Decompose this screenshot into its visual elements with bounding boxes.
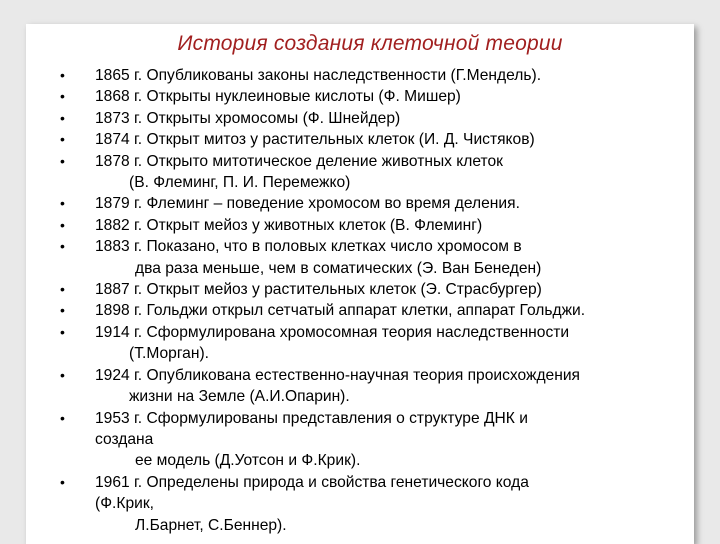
list-item-continuation: два раза меньше, чем в соматических (Э. Ван Бенеден) [135, 259, 542, 277]
list-item-1887 [26, 279, 694, 300]
list-item-text: 1873 г. Открыты хромосомы (Ф. Шнейдер) [95, 109, 401, 127]
list-item-1879 [26, 193, 694, 214]
list-item-continuation: ее модель (Д.Уотсон и Ф.Крик). [135, 452, 361, 470]
list-item-continuation: жизни на Земле (А.И.Опарин). [129, 388, 350, 406]
list-item-1953 [26, 408, 694, 472]
list-item-text: 1868 г. Открыты нуклеиновые кислоты (Ф. Мишер) [95, 88, 461, 106]
bullet-icon: • [60, 473, 65, 490]
list-item-text: 1874 г. Открыт митоз у растительных клеток (И. Д. Чистяков) [95, 131, 535, 149]
list-item-continuation: Л.Барнет, С.Беннер). [135, 516, 287, 534]
list-item-text: 1887 г. Открыт мейоз у растительных клеток (Э. Страсбургер) [95, 281, 542, 299]
list-item-text: 1878 г. Открыто митотическое деление животных клеток [95, 152, 504, 170]
list-item-continuation: (Т.Морган). [129, 345, 209, 363]
list-item-1883 [26, 236, 694, 279]
bullet-icon: • [60, 302, 65, 319]
list-item-text: 1898 г. Гольджи открыл сетчатый аппарат клетки, аппарат Гольджи. [95, 302, 586, 320]
bullet-icon: • [60, 152, 65, 169]
list-item-continuation: (Ф.Крик, [95, 495, 155, 513]
list-item-text: 1914 г. Сформулирована хромосомная теория наследственности [95, 323, 570, 341]
slide [26, 24, 694, 544]
list-item-1878 [26, 151, 694, 194]
bullet-icon: • [60, 366, 65, 383]
bullet-icon: • [60, 131, 65, 148]
list-item-1874 [26, 129, 694, 150]
bullet-icon: • [60, 238, 65, 255]
list-item-continuation: (В. Флеминг, П. И. Перемежко) [129, 174, 351, 192]
bullet-icon: • [60, 195, 65, 212]
list-item-text: 1883 г. Показано, что в половых клетках число хромосом в [95, 238, 522, 256]
list-item-1914 [26, 322, 694, 365]
list-item-text: 1882 г. Открыт мейоз у животных клеток (В. Флеминг) [95, 216, 483, 234]
bullet-icon: • [60, 109, 65, 126]
list-item-text: 1961 г. Определены природа и свойства генетического кода [95, 473, 529, 491]
list-item-text: 1865 г. Опубликованы законы наследственности (Г.Мендель). [95, 67, 542, 84]
bullet-icon: • [60, 323, 65, 340]
list-item-1924 [26, 365, 694, 408]
slide-title: История создания клеточной теории [177, 32, 563, 55]
list-item-1961 [26, 472, 694, 536]
list-item-1868 [26, 86, 694, 107]
list-item-text: 1953 г. Сформулированы представления о структуре ДНК и [95, 409, 528, 427]
list-item-1865 [26, 65, 694, 86]
bullet-icon: • [60, 409, 65, 426]
list-item-1882 [26, 215, 694, 236]
bullet-icon: • [60, 67, 65, 83]
bullet-icon: • [60, 281, 65, 298]
list-item-1873 [26, 108, 694, 129]
bullet-icon: • [60, 88, 65, 105]
list-item-1898 [26, 300, 694, 321]
list-item-text: 1924 г. Опубликована естественно-научная теория происхождения [95, 366, 580, 384]
bullet-icon: • [60, 216, 65, 233]
history-list [26, 65, 694, 536]
list-item-text: 1879 г. Флеминг – поведение хромосом во время деления. [95, 195, 520, 213]
list-item-continuation: создана [95, 430, 154, 448]
